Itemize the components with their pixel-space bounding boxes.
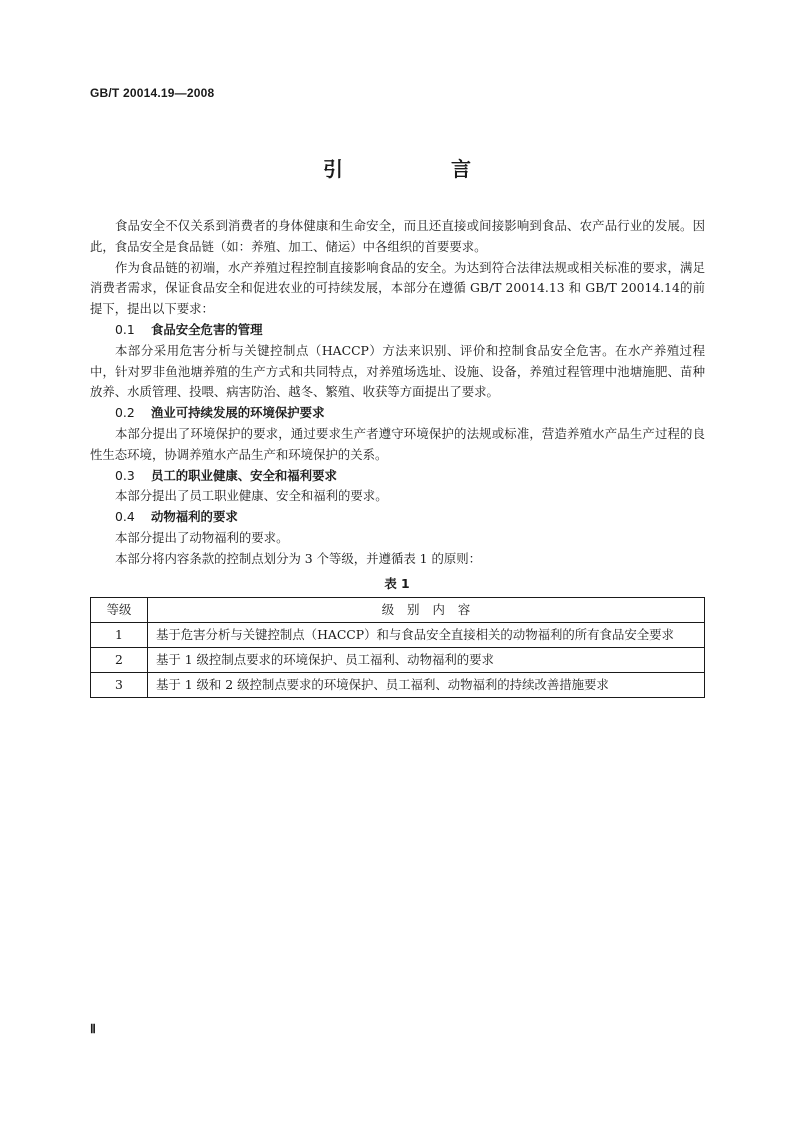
content-cell: 基于危害分析与关键控制点（HACCP）和与食品安全直接相关的动物福利的所有食品安全要求	[148, 623, 705, 648]
section-heading-0-1	[90, 320, 705, 341]
section-number: 0.2	[115, 405, 135, 421]
section-paragraph-0-3: 本部分提出了员工职业健康、安全和福利的要求。	[115, 488, 388, 504]
page-number: Ⅱ	[90, 1022, 96, 1036]
section-title: 员工的职业健康、安全和福利要求	[151, 467, 337, 483]
intro-paragraph-1: 食品安全不仅关系到消费者的身体健康和生命安全，而且还直接或间接影响到食品、农产品行业的发展。因此，食品安全是食品链（如：养殖、加工、储运）中各组织的首要要求。	[90, 218, 705, 254]
document-code: GB/T 20014.19—2008	[90, 86, 215, 100]
section-heading-0-3	[90, 466, 705, 487]
levels-table	[90, 597, 705, 698]
closing-paragraph: 本部分将内容条款的控制点划分为 3 个等级，并遵循表 1 的原则：	[115, 550, 482, 566]
section-title: 食品安全危害的管理	[151, 321, 263, 337]
header-content: 级别内容	[148, 598, 705, 623]
level-cell: 3	[91, 673, 148, 698]
section-title: 动物福利的要求	[151, 509, 238, 525]
body-text	[90, 216, 705, 570]
section-number: 0.1	[115, 321, 135, 337]
table-header-row	[91, 598, 705, 623]
section-number: 0.3	[115, 467, 135, 483]
section-paragraph-0-1: 本部分采用危害分析与关键控制点（HACCP）方法来识别、评价和控制食品安全危害。在水产养殖过程中，针对罗非鱼池塘养殖的生产方式和共同特点，对养殖场选址、设施、设备，养殖过程管理中池塘施肥、苗种放养、水质管理、投喂、病害防治、越冬、繁殖、收获等方面提出了要求。	[90, 342, 705, 400]
table-row	[91, 648, 705, 673]
section-heading-0-2	[90, 403, 705, 424]
content-cell: 基于 1 级控制点要求的环境保护、员工福利、动物福利的要求	[148, 648, 705, 673]
intro-paragraph-2: 作为食品链的初端，水产养殖过程控制直接影响食品的安全。为达到符合法律法规或相关标准的要求，满足消费者需求，保证食品安全和促进农业的可持续发展，本部分在遵循 GB/T 20014.13 和 GB/T 20014.14的前提下，提出以下要求：	[90, 259, 705, 317]
section-title: 渔业可持续发展的环境保护要求	[151, 405, 325, 421]
section-paragraph-0-4: 本部分提出了动物福利的要求。	[115, 529, 289, 545]
section-paragraph-0-2: 本部分提出了环境保护的要求，通过要求生产者遵守环境保护的法规或标准，营造养殖水产品生产过程的良性生态环境，协调养殖水产品生产和环境保护的关系。	[90, 425, 705, 462]
level-cell: 1	[91, 623, 148, 648]
section-number: 0.4	[115, 509, 135, 525]
level-cell: 2	[91, 648, 148, 673]
table-caption: 表 1	[384, 576, 410, 591]
page-title: 引 言	[323, 157, 515, 181]
content-cell: 基于 1 级和 2 级控制点要求的环境保护、员工福利、动物福利的持续改善措施要求	[148, 673, 705, 698]
table-row	[91, 673, 705, 698]
header-level: 等级	[91, 598, 148, 623]
section-heading-0-4	[90, 507, 705, 528]
table-row	[91, 623, 705, 648]
